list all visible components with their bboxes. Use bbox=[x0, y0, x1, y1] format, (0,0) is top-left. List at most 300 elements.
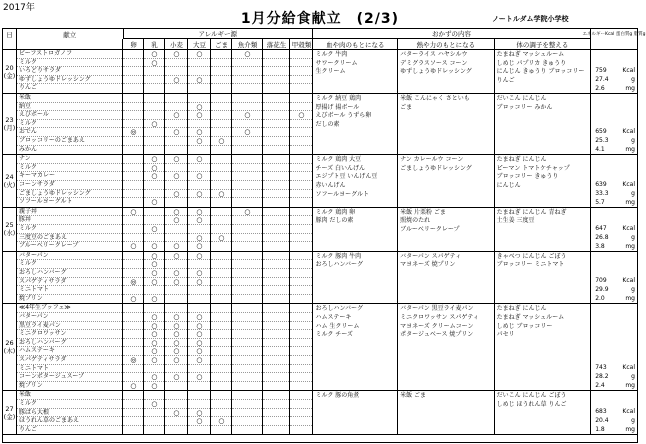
allergen-mark: ○ bbox=[165, 208, 187, 217]
allergen-mark bbox=[263, 252, 289, 261]
allergen-mark bbox=[263, 155, 289, 164]
allergen-mark bbox=[211, 172, 231, 181]
allergen-mark: ○ bbox=[188, 190, 210, 199]
menu-item: ミルク bbox=[17, 164, 123, 173]
allergen-mark bbox=[232, 120, 262, 129]
header-row-top bbox=[3, 29, 646, 39]
allergen-mark: ○ bbox=[151, 242, 158, 251]
allergen-mark bbox=[188, 120, 210, 129]
menu-item: ≪4年生ブッフェ≫ bbox=[17, 304, 123, 313]
allergen-mark bbox=[290, 146, 312, 155]
side-blood: ミルク 鶏肉 卵 豚肉 だしの素 bbox=[313, 208, 398, 251]
allergen-mark bbox=[165, 295, 187, 304]
allergen-mark bbox=[232, 252, 262, 261]
allergen-mark bbox=[123, 347, 143, 356]
allergen-mark bbox=[290, 155, 312, 164]
allergen-mark bbox=[165, 426, 187, 435]
day-group bbox=[3, 155, 637, 208]
allergen-mark bbox=[232, 103, 262, 112]
allergen-mark: ○ bbox=[165, 373, 187, 382]
menu-item: ゆずしょうゆドレッシング bbox=[17, 76, 123, 85]
menu-item: えびボール bbox=[17, 111, 123, 120]
side-blood: ミルク 納豆 鶏肉 厚揚げ 揚ボール えびボール うずら卵 だしの素 bbox=[313, 94, 398, 154]
allergen-mark bbox=[232, 339, 262, 348]
allergen-mark bbox=[290, 304, 312, 313]
allergen-mark: ○ bbox=[144, 339, 164, 348]
allergen-mark bbox=[144, 365, 164, 374]
allergen-mark bbox=[290, 330, 312, 339]
allergen-mark bbox=[211, 84, 231, 93]
allergen-mark bbox=[123, 313, 143, 322]
allergen-mark bbox=[290, 198, 312, 207]
allergen-mark bbox=[123, 391, 143, 400]
side-condition: だいこん にんじん ブロッコリー みかん bbox=[495, 94, 592, 154]
allergen-mark: ○ bbox=[165, 172, 187, 181]
allergen-mark bbox=[263, 198, 289, 207]
col-menu: 献立 bbox=[17, 29, 124, 39]
allergen-mark bbox=[232, 146, 262, 155]
allergen-mark bbox=[165, 103, 187, 112]
side-energy: バターパン 黒豆ライ麦パン ミニクロワッサン スパゲティ マヨネーズ クリームコーン ポタージュベース 焼プリン bbox=[398, 304, 495, 390]
allergen-mark bbox=[211, 373, 231, 382]
menu-item: 納豆 bbox=[17, 103, 123, 112]
menu-item: バターパン bbox=[17, 252, 123, 261]
allergen-mark: ○ bbox=[165, 356, 187, 365]
allergen-mark bbox=[290, 365, 312, 374]
allergen-mark bbox=[211, 146, 231, 155]
allergen-mark: ○ bbox=[165, 409, 187, 418]
allergen-mark bbox=[188, 365, 210, 374]
allergen-mark bbox=[290, 94, 312, 103]
allergen-mark bbox=[263, 234, 289, 243]
allergen-mark bbox=[263, 409, 289, 418]
allergen-mark bbox=[290, 208, 312, 217]
allergen-mark bbox=[123, 50, 143, 59]
menu-item: ソフールヨーグルト bbox=[18, 198, 73, 206]
allergen-mark bbox=[211, 426, 231, 435]
allergen-mark bbox=[263, 426, 289, 435]
day-label: 23 (月) bbox=[3, 94, 17, 154]
allergen-mark: ○ bbox=[188, 417, 210, 426]
day-group bbox=[3, 252, 637, 305]
allergen-mark bbox=[290, 216, 312, 225]
allergen-mark: ○ bbox=[165, 190, 187, 199]
menu-item: 豚丼 bbox=[17, 216, 123, 225]
allergen-mark bbox=[211, 382, 231, 391]
allergen-mark bbox=[144, 128, 164, 137]
allergen-mark: ○ bbox=[188, 216, 210, 225]
allergen-mark: ○ bbox=[130, 381, 137, 390]
allergen-mark: ○ bbox=[188, 252, 210, 261]
allergen-mark bbox=[165, 84, 187, 93]
menu-item: おろしハンバーグ bbox=[17, 339, 123, 348]
allergen-mark: ○ bbox=[165, 252, 187, 261]
allergen-mark bbox=[290, 260, 312, 269]
allergen-mark bbox=[123, 234, 143, 243]
menu-item: 焼プリン bbox=[18, 294, 43, 302]
allergen-mark bbox=[165, 120, 187, 129]
allergen-mark bbox=[232, 304, 262, 313]
allergen-mark bbox=[123, 111, 143, 120]
allergen-mark bbox=[165, 286, 187, 295]
allergen-mark bbox=[263, 84, 289, 93]
allergen-mark bbox=[232, 164, 262, 173]
allergen-mark: ○ bbox=[188, 339, 210, 348]
allergen-mark: ○ bbox=[130, 242, 137, 251]
allergen-mark bbox=[211, 330, 231, 339]
menu-item: キーマカレー bbox=[17, 172, 123, 181]
allergen-mark: ○ bbox=[144, 172, 164, 181]
allergen-mark bbox=[263, 278, 289, 287]
menu-item: ミニトマト bbox=[17, 286, 123, 295]
allergen-mark bbox=[232, 426, 262, 435]
allergen-mark: ○ bbox=[211, 137, 231, 146]
allergen-mark bbox=[211, 50, 231, 59]
menu-item: スパゲティサラダ bbox=[17, 278, 123, 287]
side-blood: ミルク 鶏肉 大豆 チーズ 白いんげん エジプト豆 いんげん豆 赤いんげん ソフールヨーグルト bbox=[313, 155, 398, 207]
side-blood: ミルク 豚肉 牛肉 おろしハンバーグ bbox=[313, 252, 398, 304]
allergen-mark: ○ bbox=[165, 347, 187, 356]
allergen-mark bbox=[263, 137, 289, 146]
side-blood: おろしハンバーグ ハムステーキ ハム 生クリーム ミルク チーズ bbox=[313, 304, 398, 390]
allergen-mark: ○ bbox=[232, 208, 262, 217]
allergen-mark bbox=[211, 391, 231, 400]
menu-item: りんご bbox=[18, 425, 37, 433]
allergen-mark bbox=[144, 94, 164, 103]
allergen-mark: ○ bbox=[188, 137, 210, 146]
allergen-mark bbox=[165, 59, 187, 68]
allergen-mark bbox=[211, 198, 231, 207]
allergen-mark bbox=[290, 103, 312, 112]
allergen-mark bbox=[144, 208, 164, 217]
allergen-mark: ○ bbox=[188, 155, 210, 164]
col-energy: 熱や力のもとになる bbox=[398, 39, 495, 49]
menu-item: ミルク bbox=[17, 120, 123, 129]
menu-item: 米飯 bbox=[17, 94, 123, 103]
menu-item: 親子丼 bbox=[17, 208, 123, 217]
allergen-mark bbox=[290, 120, 312, 129]
allergen-mark: ○ bbox=[151, 198, 158, 207]
allergen-mark bbox=[290, 409, 312, 418]
allergen-mark bbox=[232, 67, 262, 76]
allergen-mark bbox=[144, 304, 164, 313]
allergen-mark bbox=[144, 137, 164, 146]
allergen-mark bbox=[290, 313, 312, 322]
allergen-mark bbox=[123, 146, 143, 155]
allergen-mark: ○ bbox=[144, 164, 164, 173]
day-label bbox=[3, 252, 17, 304]
menu-item: 三度豆のごまあえ bbox=[17, 234, 123, 243]
allergen-mark bbox=[123, 181, 143, 190]
allergen-mark bbox=[232, 382, 262, 391]
day-group bbox=[3, 304, 637, 391]
allergen-mark bbox=[290, 137, 312, 146]
allergen-mark: ◎ bbox=[123, 128, 143, 137]
allergen-mark bbox=[123, 225, 143, 234]
allergen-mark bbox=[263, 382, 289, 391]
nutrition-values: 639 Kcal 33.3 g 5.7 mg bbox=[595, 180, 635, 206]
allergen-mark bbox=[290, 76, 312, 85]
allergen-mark bbox=[232, 295, 262, 304]
menu-rows bbox=[3, 50, 637, 442]
allergen-mark bbox=[123, 339, 143, 348]
allergen-mark: ○ bbox=[144, 252, 164, 261]
allergen-mark bbox=[232, 322, 262, 331]
allergen-mark bbox=[123, 155, 143, 164]
allergen-mark bbox=[263, 260, 289, 269]
menu-item: ミニクロワッサン bbox=[17, 330, 123, 339]
allergen-mark bbox=[263, 417, 289, 426]
allergen-mark: ○ bbox=[165, 322, 187, 331]
allergen-mark bbox=[165, 146, 187, 155]
allergen-mark bbox=[263, 111, 289, 120]
allergen-mark bbox=[290, 347, 312, 356]
allergen-mark bbox=[165, 181, 187, 190]
side-condition: たまねぎ にんじん たまねぎ マッシュルーム しめじ ブロッコリー パセリ bbox=[495, 304, 592, 390]
nutrition-values: 709 Kcal 29.9 g 2.0 mg bbox=[595, 277, 635, 303]
allergen-mark bbox=[188, 400, 210, 409]
allergen-mark bbox=[232, 76, 262, 85]
allergen-mark bbox=[263, 216, 289, 225]
allergen-mark bbox=[290, 50, 312, 59]
allergen-mark bbox=[263, 304, 289, 313]
allergen-head-6: 落花生 bbox=[263, 39, 290, 49]
allergen-mark: ○ bbox=[144, 373, 164, 382]
menu-item: ミルク bbox=[17, 260, 123, 269]
allergen-head-7: 甲殻類 bbox=[290, 39, 313, 49]
menu-item: ミルク bbox=[17, 400, 123, 409]
allergen-mark: ○ bbox=[144, 356, 164, 365]
allergen-mark bbox=[263, 356, 289, 365]
allergen-mark: ○ bbox=[165, 278, 187, 287]
side-condition: たまねぎ にんじん ピーマン トマトケチャップ ブロッコリー きゅうり にんじん bbox=[495, 155, 592, 207]
allergen-mark: ○ bbox=[165, 313, 187, 322]
col-day: 日 bbox=[3, 29, 17, 39]
allergen-mark bbox=[144, 103, 164, 112]
side-blood: ミルク 豚の角煮 bbox=[313, 391, 398, 434]
allergen-mark bbox=[290, 128, 312, 137]
allergen-mark bbox=[290, 356, 312, 365]
allergen-mark: ○ bbox=[144, 59, 164, 68]
allergen-mark bbox=[123, 365, 143, 374]
allergen-mark bbox=[211, 400, 231, 409]
allergen-mark bbox=[144, 190, 164, 199]
allergen-mark bbox=[263, 330, 289, 339]
allergen-mark bbox=[144, 84, 164, 93]
allergen-mark bbox=[263, 59, 289, 68]
allergen-mark: ○ bbox=[165, 330, 187, 339]
allergen-mark bbox=[263, 120, 289, 129]
allergen-mark bbox=[123, 400, 143, 409]
allergen-mark: ○ bbox=[211, 417, 231, 426]
allergen-mark bbox=[188, 67, 210, 76]
allergen-mark bbox=[211, 94, 231, 103]
allergen-mark bbox=[263, 391, 289, 400]
allergen-head-2: 小麦 bbox=[165, 39, 188, 49]
day-group bbox=[3, 208, 637, 252]
menu-item: ごましょうゆドレッシング bbox=[17, 190, 123, 199]
allergen-mark bbox=[263, 373, 289, 382]
allergen-mark: ○ bbox=[165, 128, 187, 137]
allergen-mark bbox=[211, 120, 231, 129]
allergen-mark bbox=[290, 84, 312, 93]
menu-item: ブロッコリーのごまあえ bbox=[17, 137, 123, 146]
allergen-mark bbox=[263, 347, 289, 356]
allergen-mark bbox=[290, 295, 312, 304]
allergen-mark: ○ bbox=[188, 50, 210, 59]
allergen-mark bbox=[188, 286, 210, 295]
allergen-mark bbox=[290, 242, 312, 251]
allergen-mark bbox=[165, 137, 187, 146]
allergen-mark bbox=[188, 260, 210, 269]
allergen-mark bbox=[144, 146, 164, 155]
menu-item: 黒豆ライ麦パン bbox=[17, 322, 123, 331]
allergen-mark bbox=[188, 295, 210, 304]
allergen-mark bbox=[165, 164, 187, 173]
allergen-mark bbox=[165, 400, 187, 409]
allergen-mark bbox=[263, 269, 289, 278]
allergen-mark bbox=[232, 269, 262, 278]
menu-item: 豚ばら大根 bbox=[17, 409, 123, 418]
allergen-mark bbox=[263, 76, 289, 85]
allergen-mark bbox=[211, 76, 231, 85]
allergen-mark bbox=[232, 225, 262, 234]
allergen-mark bbox=[232, 234, 262, 243]
day-label: 25 (水) bbox=[3, 208, 17, 251]
day-group bbox=[3, 50, 637, 94]
allergen-mark bbox=[232, 198, 262, 207]
allergen-mark: ○ bbox=[144, 225, 164, 234]
allergen-mark: ○ bbox=[188, 356, 210, 365]
allergen-mark bbox=[232, 172, 262, 181]
allergen-mark bbox=[188, 146, 210, 155]
day-group bbox=[3, 391, 637, 435]
allergen-mark bbox=[263, 190, 289, 199]
allergen-mark bbox=[232, 313, 262, 322]
menu-item: いろどりサラダ bbox=[17, 67, 123, 76]
allergen-mark: ○ bbox=[144, 330, 164, 339]
allergen-mark: ○ bbox=[188, 278, 210, 287]
menu-item: りんご bbox=[18, 84, 37, 92]
allergen-mark bbox=[263, 313, 289, 322]
allergen-mark bbox=[165, 365, 187, 374]
side-condition: きゃべつ にんじん ごぼう ブロッコリー ミニトマト bbox=[495, 252, 592, 304]
allergen-mark bbox=[290, 252, 312, 261]
allergen-mark bbox=[123, 322, 143, 331]
allergen-mark bbox=[211, 164, 231, 173]
allergen-mark bbox=[144, 67, 164, 76]
allergen-mark: ○ bbox=[188, 111, 210, 120]
allergen-mark bbox=[123, 120, 143, 129]
menu-item: ミルク bbox=[17, 225, 123, 234]
menu-item: ハムステーキ bbox=[17, 347, 123, 356]
allergen-mark bbox=[232, 94, 262, 103]
allergen-mark bbox=[165, 67, 187, 76]
allergen-mark bbox=[165, 417, 187, 426]
day-label: 24 (火) bbox=[3, 155, 17, 207]
allergen-mark bbox=[290, 67, 312, 76]
col-side: おかずの内容 bbox=[313, 29, 591, 39]
allergen-mark bbox=[123, 417, 143, 426]
allergen-mark bbox=[211, 59, 231, 68]
allergen-mark bbox=[211, 278, 231, 287]
allergen-mark: ○ bbox=[188, 128, 210, 137]
allergen-mark bbox=[188, 84, 210, 93]
allergen-mark bbox=[211, 242, 231, 251]
allergen-mark bbox=[211, 155, 231, 164]
day-group bbox=[3, 94, 637, 155]
allergen-mark bbox=[123, 76, 143, 85]
allergen-mark bbox=[290, 391, 312, 400]
allergen-mark: ○ bbox=[165, 155, 187, 164]
menu-item: ナン bbox=[17, 155, 123, 164]
header-row-bottom bbox=[3, 39, 637, 50]
allergen-mark bbox=[123, 94, 143, 103]
menu-item: バターパン bbox=[17, 313, 123, 322]
allergen-mark bbox=[263, 242, 289, 251]
allergen-mark bbox=[123, 304, 143, 313]
allergen-mark bbox=[232, 190, 262, 199]
allergen-mark bbox=[290, 322, 312, 331]
allergen-mark bbox=[232, 409, 262, 418]
allergen-mark bbox=[290, 59, 312, 68]
allergen-mark: ○ bbox=[188, 76, 210, 85]
allergen-mark bbox=[290, 164, 312, 173]
menu-item: おろしハンバーグ bbox=[17, 269, 123, 278]
allergen-mark bbox=[123, 286, 143, 295]
allergen-mark bbox=[211, 128, 231, 137]
allergen-mark: ○ bbox=[188, 234, 210, 243]
allergen-head-0: 卵 bbox=[123, 39, 144, 49]
allergen-mark bbox=[263, 339, 289, 348]
allergen-mark bbox=[188, 181, 210, 190]
allergen-mark bbox=[188, 225, 210, 234]
allergen-mark bbox=[123, 260, 143, 269]
allergen-mark: ◎ bbox=[123, 278, 143, 287]
allergen-mark bbox=[263, 295, 289, 304]
allergen-mark: ○ bbox=[188, 269, 210, 278]
day-label: 26 (木) bbox=[3, 304, 17, 390]
allergen-mark bbox=[232, 330, 262, 339]
allergen-mark bbox=[290, 234, 312, 243]
allergen-mark bbox=[232, 59, 262, 68]
menu-item: ビーフストロガノフ bbox=[17, 50, 123, 59]
allergen-mark bbox=[144, 181, 164, 190]
side-energy: バターパン スパゲティ マヨネーズ 焼プリン bbox=[398, 252, 495, 304]
allergen-mark bbox=[165, 260, 187, 269]
allergen-mark bbox=[232, 181, 262, 190]
allergen-mark: ○ bbox=[232, 111, 262, 120]
allergen-mark bbox=[211, 347, 231, 356]
allergen-mark: ○ bbox=[188, 373, 210, 382]
allergen-mark bbox=[211, 67, 231, 76]
allergen-mark: ○ bbox=[188, 409, 210, 418]
allergen-mark bbox=[123, 409, 143, 418]
allergen-mark: ○ bbox=[144, 50, 164, 59]
allergen-mark bbox=[290, 269, 312, 278]
allergen-mark bbox=[263, 225, 289, 234]
nutrition-values: 683 Kcal 20.4 g 1.8 mg bbox=[595, 408, 635, 434]
allergen-mark bbox=[144, 234, 164, 243]
allergen-mark: ○ bbox=[144, 269, 164, 278]
allergen-mark bbox=[123, 164, 143, 173]
allergen-mark: ○ bbox=[188, 330, 210, 339]
allergen-mark bbox=[232, 286, 262, 295]
col-allergy: アレルギー源 bbox=[124, 29, 313, 39]
menu-item: みかん bbox=[18, 145, 37, 153]
menu-item: スパゲティサラダ bbox=[17, 356, 123, 365]
allergen-mark bbox=[123, 172, 143, 181]
